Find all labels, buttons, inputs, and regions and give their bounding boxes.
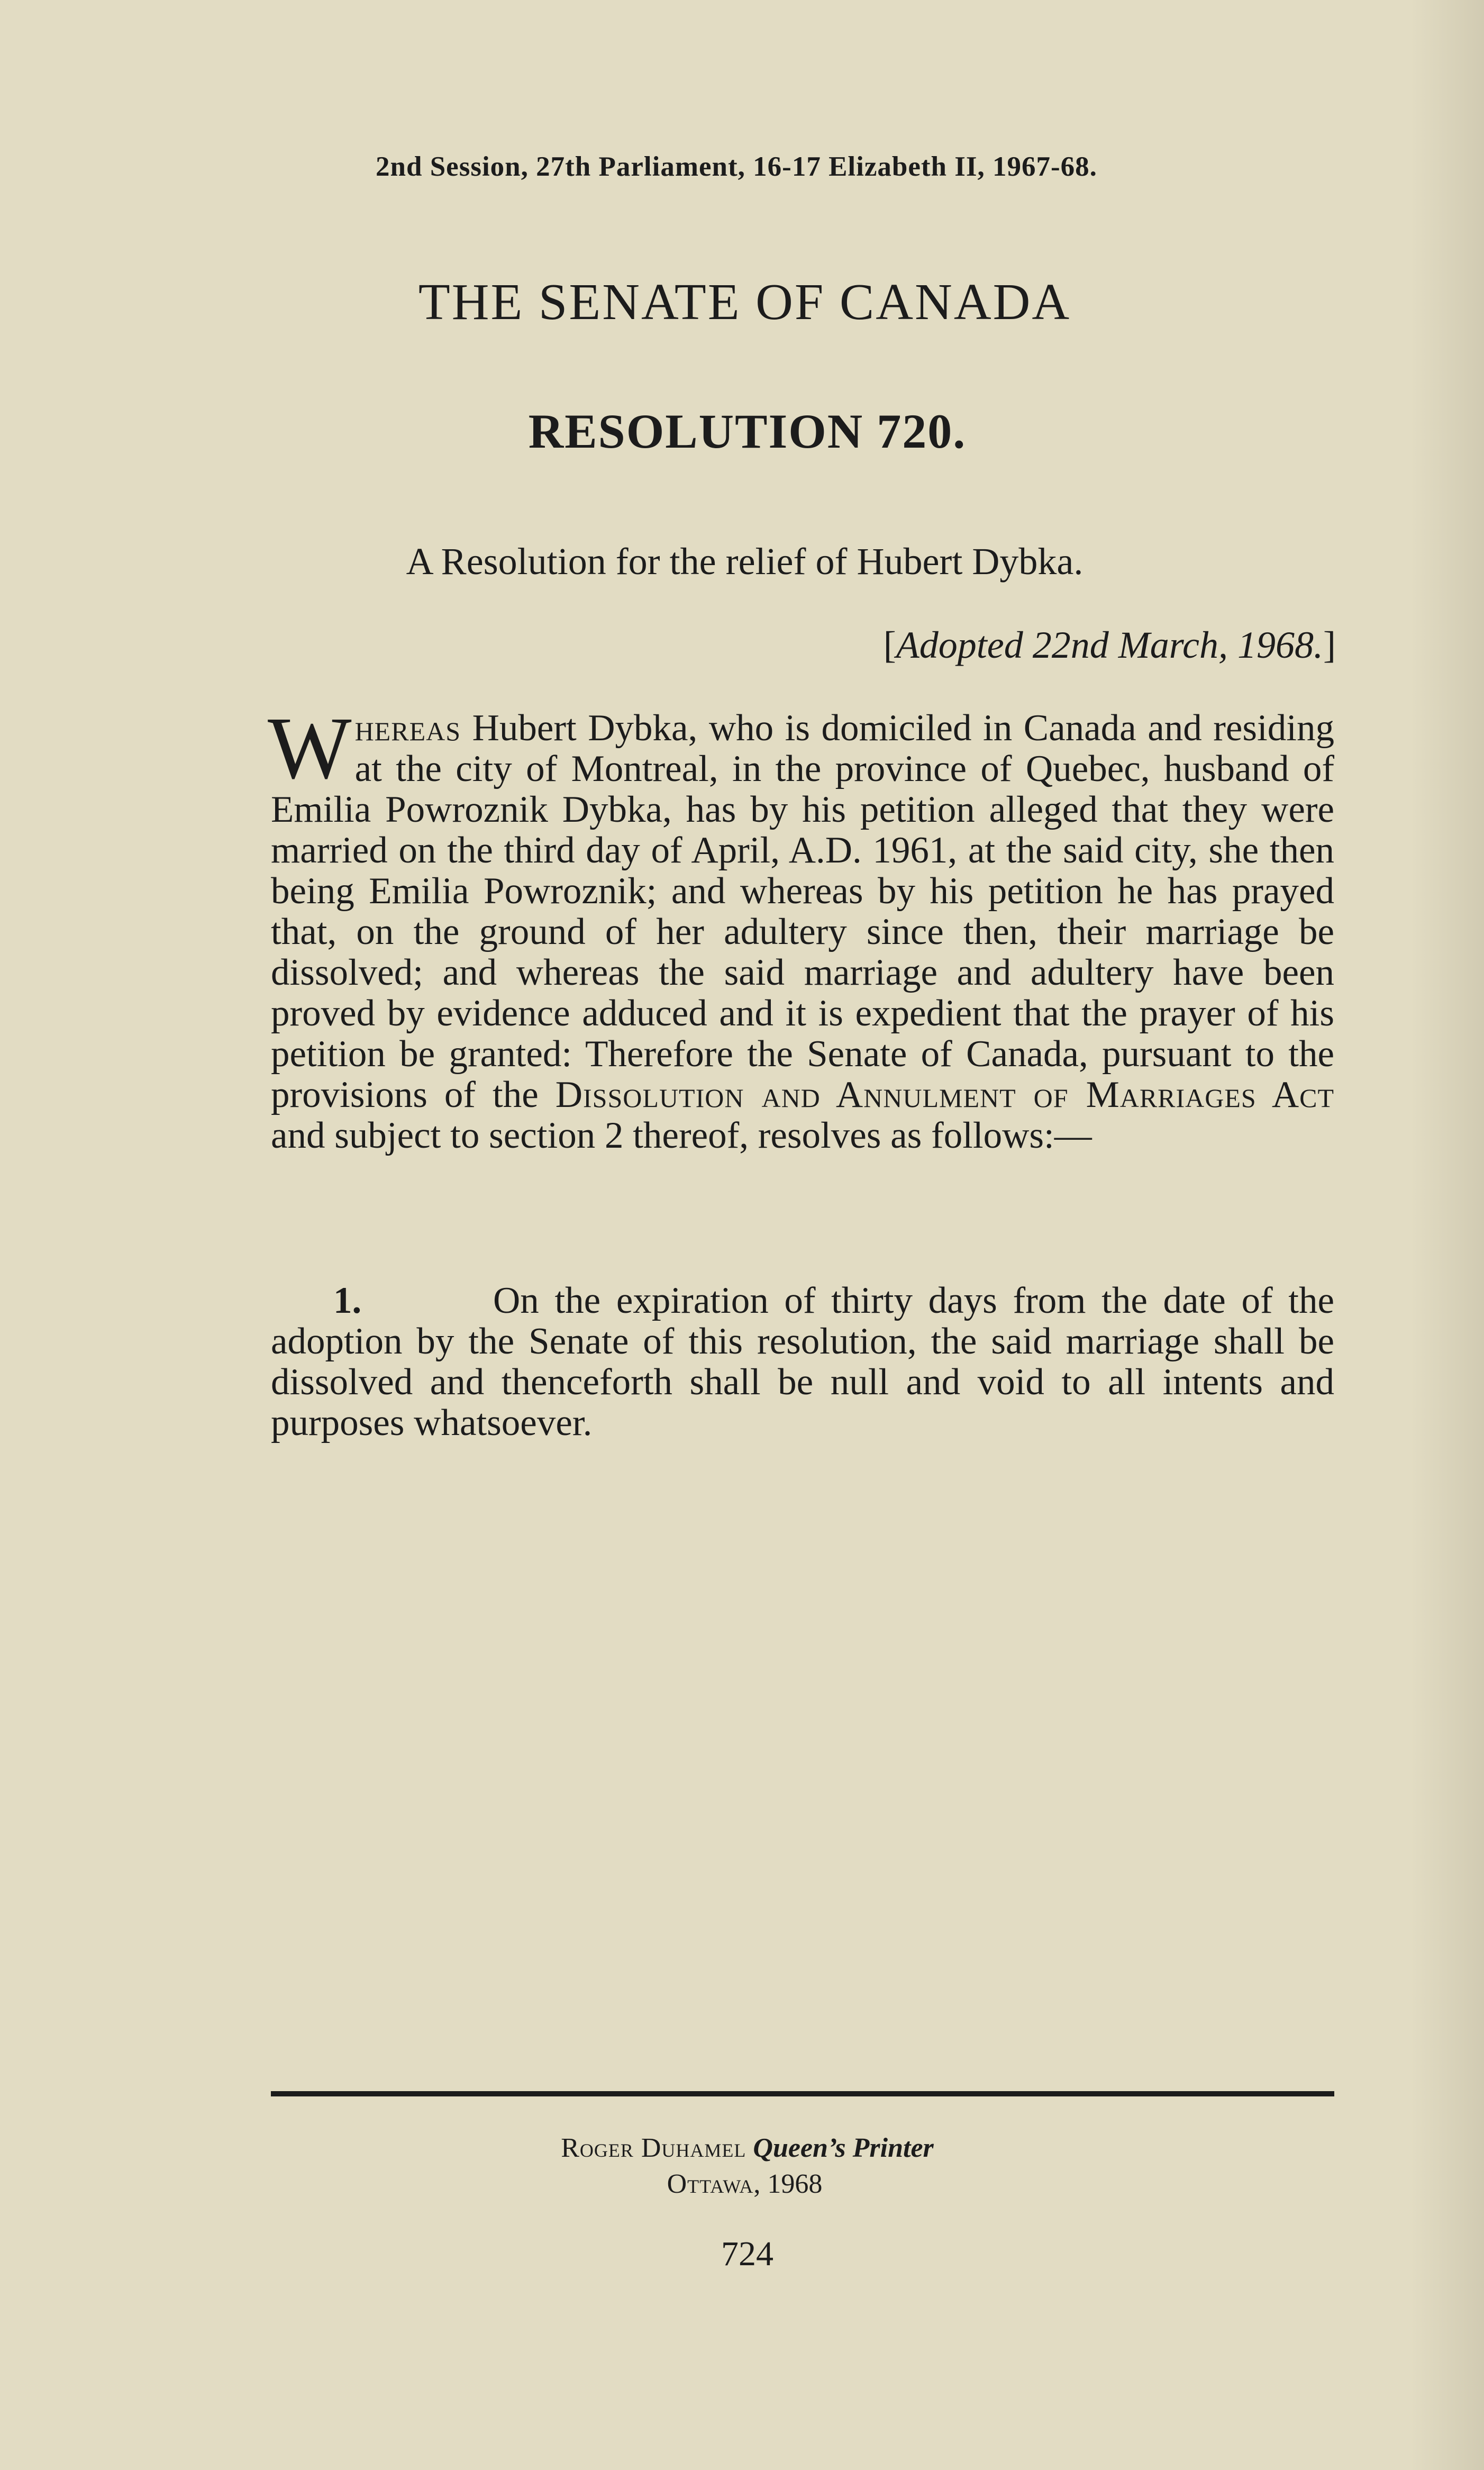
session-header: 2nd Session, 27th Parliament, 16-17 Elizabeth II, 1967-68. [376, 151, 1097, 182]
print-year: , 1968 [753, 2169, 823, 2199]
preamble-lead-word: hereas [354, 707, 461, 749]
act-name: Dissolution and Annulment of Marriages Act [555, 1074, 1334, 1115]
adopted-close-bracket: ] [1323, 624, 1336, 666]
clause-1 [271, 1281, 1334, 1443]
footer-rule [271, 2091, 1334, 2096]
resolution-subtitle: A Resolution for the relief of Hubert Dybka. [406, 540, 1084, 583]
printer-name: Roger Duhamel [561, 2133, 746, 2163]
page-edge-shadow [1410, 0, 1484, 2470]
preamble-paragraph [268, 699, 1334, 1156]
clause-1-text: On the expiration of thirty days from the date of the adoption by the Senate of this resolution, the said marriage shall be dissolved and thenceforth shall be null and void to all intents and purposes whatsoever. [271, 1280, 1334, 1443]
preamble-text-2: and subject to section 2 thereof, resolves as follows:— [271, 1115, 1092, 1156]
printer-city: Ottawa [667, 2169, 754, 2199]
preamble-text-1: Hubert Dybka, who is domiciled in Canada and residing at the city of Montreal, in the province of Quebec, husband of Emilia Powroznik Dybka, has by his petition alleged that they were married on the third day of April, A.D. 1961, at the said city, she then being Emilia Powroznik; and whereas by his petition he has prayed that, on the ground of her adultery since then, their marriage be dissolved; and whereas the said marriage and adultery have been proved by evidence adduced and it is expedient that the prayer of his petition be granted: Therefore the Senate of Canada, pursuant to the provisions of the [271, 707, 1334, 1115]
printer-role: Queen’s Printer [753, 2133, 934, 2163]
adopted-date [884, 623, 1336, 667]
adopted-date-text: Adopted 22nd March, 1968. [896, 624, 1324, 666]
senate-title: THE SENATE OF CANADA [418, 274, 1071, 331]
clause-1-number: 1. [333, 1280, 362, 1321]
adopted-open-bracket: [ [883, 624, 896, 666]
drop-cap: W [268, 699, 352, 797]
printer-line [0, 2132, 1484, 2164]
resolution-title: RESOLUTION 720. [528, 404, 967, 458]
page-number: 724 [721, 2235, 773, 2273]
city-line [0, 2168, 1484, 2200]
